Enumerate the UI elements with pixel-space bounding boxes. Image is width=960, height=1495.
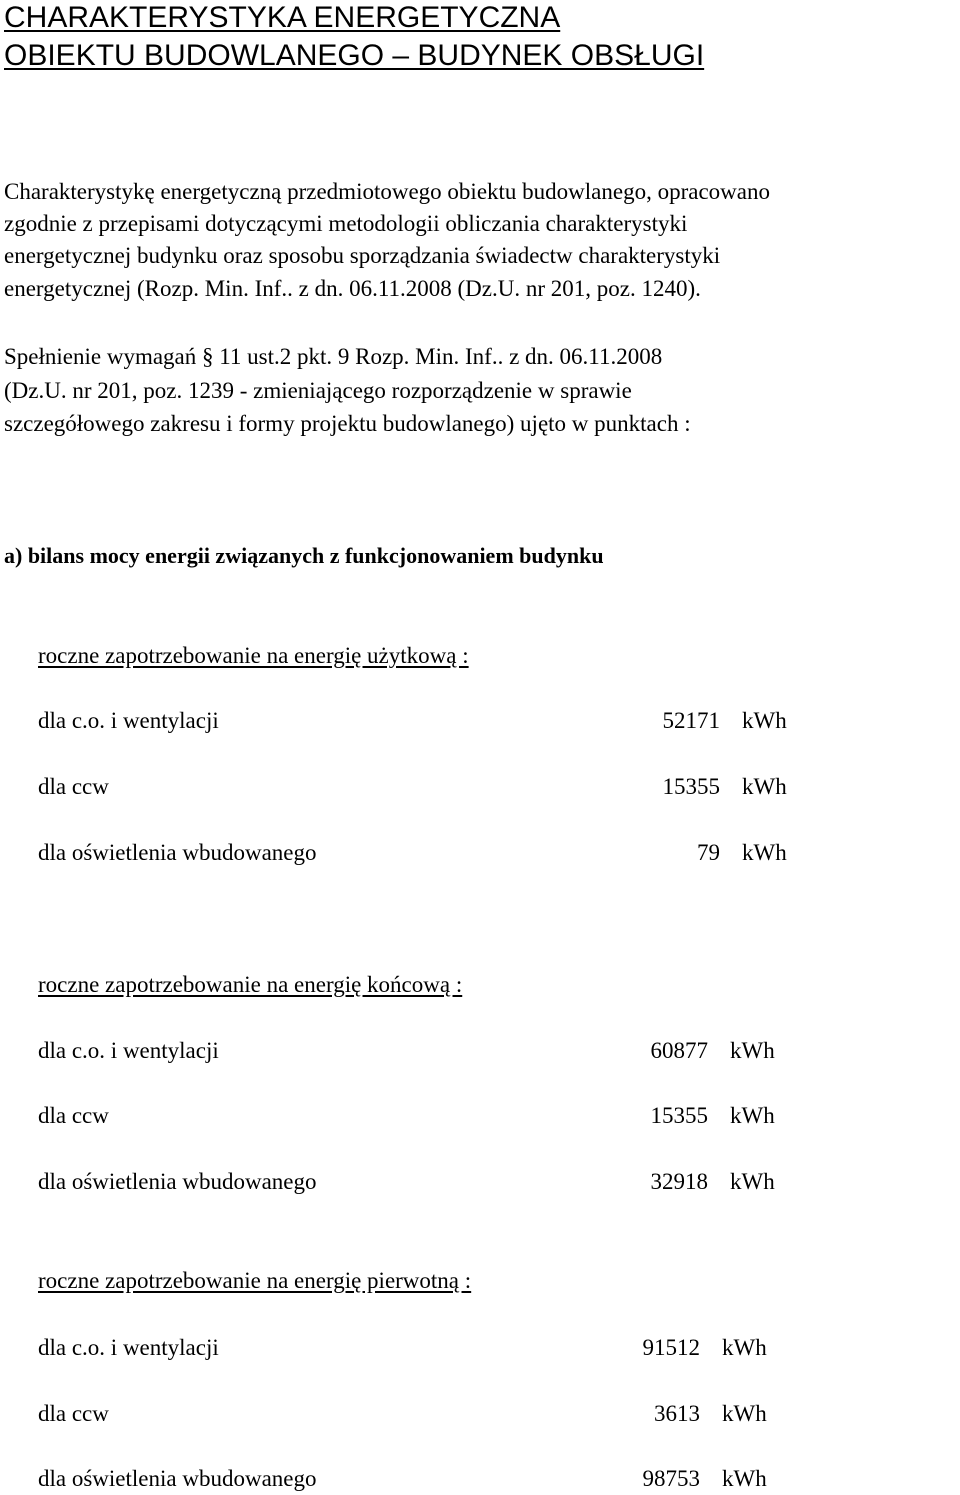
group-useful-row-light-unit: kWh	[742, 840, 787, 865]
group-final-row-co-unit: kWh	[730, 1038, 775, 1063]
requirements-line-3: szczegółowego zakresu i formy projektu budowlanego) ujęto w punktach :	[4, 411, 691, 436]
group-primary-row-co-unit: kWh	[722, 1335, 767, 1360]
intro-line-4: energetycznej (Rozp. Min. Inf.. z dn. 06.11.2008 (Dz.U. nr 201, poz. 1240).	[4, 276, 701, 301]
group-final-row-light-label: dla oświetlenia wbudowanego	[38, 1169, 317, 1194]
group-primary-row-ccw-unit: kWh	[722, 1401, 767, 1426]
group-primary-row-co-value: 91512	[642, 1335, 700, 1360]
document-title-line-1: CHARAKTERYSTYKA ENERGETYCZNA	[4, 1, 561, 34]
group-useful-row-ccw-value: 15355	[662, 774, 720, 799]
requirements-line-1: Spełnienie wymagań § 11 ust.2 pkt. 9 Rozp. Min. Inf.. z dn. 06.11.2008	[4, 344, 663, 369]
group-useful-row-light-label: dla oświetlenia wbudowanego	[38, 840, 317, 865]
group-final-row-light-value: 32918	[650, 1169, 708, 1194]
intro-line-1: Charakterystykę energetyczną przedmiotowego obiektu budowlanego, opracowano	[4, 179, 770, 204]
group-primary-row-light-value: 98753	[642, 1466, 700, 1491]
group-useful-row-co-unit: kWh	[742, 708, 787, 733]
group-final-row-ccw-label: dla ccw	[38, 1103, 109, 1128]
group-primary-row-light-label: dla oświetlenia wbudowanego	[38, 1466, 317, 1491]
group-useful-row-ccw-label: dla ccw	[38, 774, 109, 799]
intro-line-2: zgodnie z przepisami dotyczącymi metodologii obliczania charakterystyki	[4, 211, 688, 236]
group-final-row-ccw-value: 15355	[650, 1103, 708, 1128]
group-primary-row-ccw-label: dla ccw	[38, 1401, 109, 1426]
group-primary-energy-title: roczne zapotrzebowanie na energię pierwotną :	[38, 1268, 472, 1293]
group-final-row-co-label: dla c.o. i wentylacji	[38, 1038, 219, 1063]
document-title-line-2: OBIEKTU BUDOWLANEGO – BUDYNEK OBSŁUGI	[4, 39, 705, 72]
group-useful-row-co-label: dla c.o. i wentylacji	[38, 708, 219, 733]
group-useful-energy-title: roczne zapotrzebowanie na energię użytkową :	[38, 643, 469, 668]
section-a-heading: a) bilans mocy energii związanych z funkcjonowaniem budynku	[4, 543, 604, 568]
group-final-row-co-value: 60877	[650, 1038, 708, 1063]
intro-line-3: energetycznej budynku oraz sposobu sporządzania świadectw charakterystyki	[4, 243, 721, 268]
group-final-energy-title: roczne zapotrzebowanie na energię końcową :	[38, 972, 463, 997]
group-useful-row-ccw-unit: kWh	[742, 774, 787, 799]
group-primary-row-light-unit: kWh	[722, 1466, 767, 1491]
group-primary-row-ccw-value: 3613	[654, 1401, 700, 1426]
requirements-line-2: (Dz.U. nr 201, poz. 1239 - zmieniającego rozporządzenie w sprawie	[4, 378, 632, 403]
group-final-row-ccw-unit: kWh	[730, 1103, 775, 1128]
group-useful-row-co-value: 52171	[662, 708, 720, 733]
group-final-row-light-unit: kWh	[730, 1169, 775, 1194]
group-primary-row-co-label: dla c.o. i wentylacji	[38, 1335, 219, 1360]
group-useful-row-light-value: 79	[697, 840, 720, 865]
